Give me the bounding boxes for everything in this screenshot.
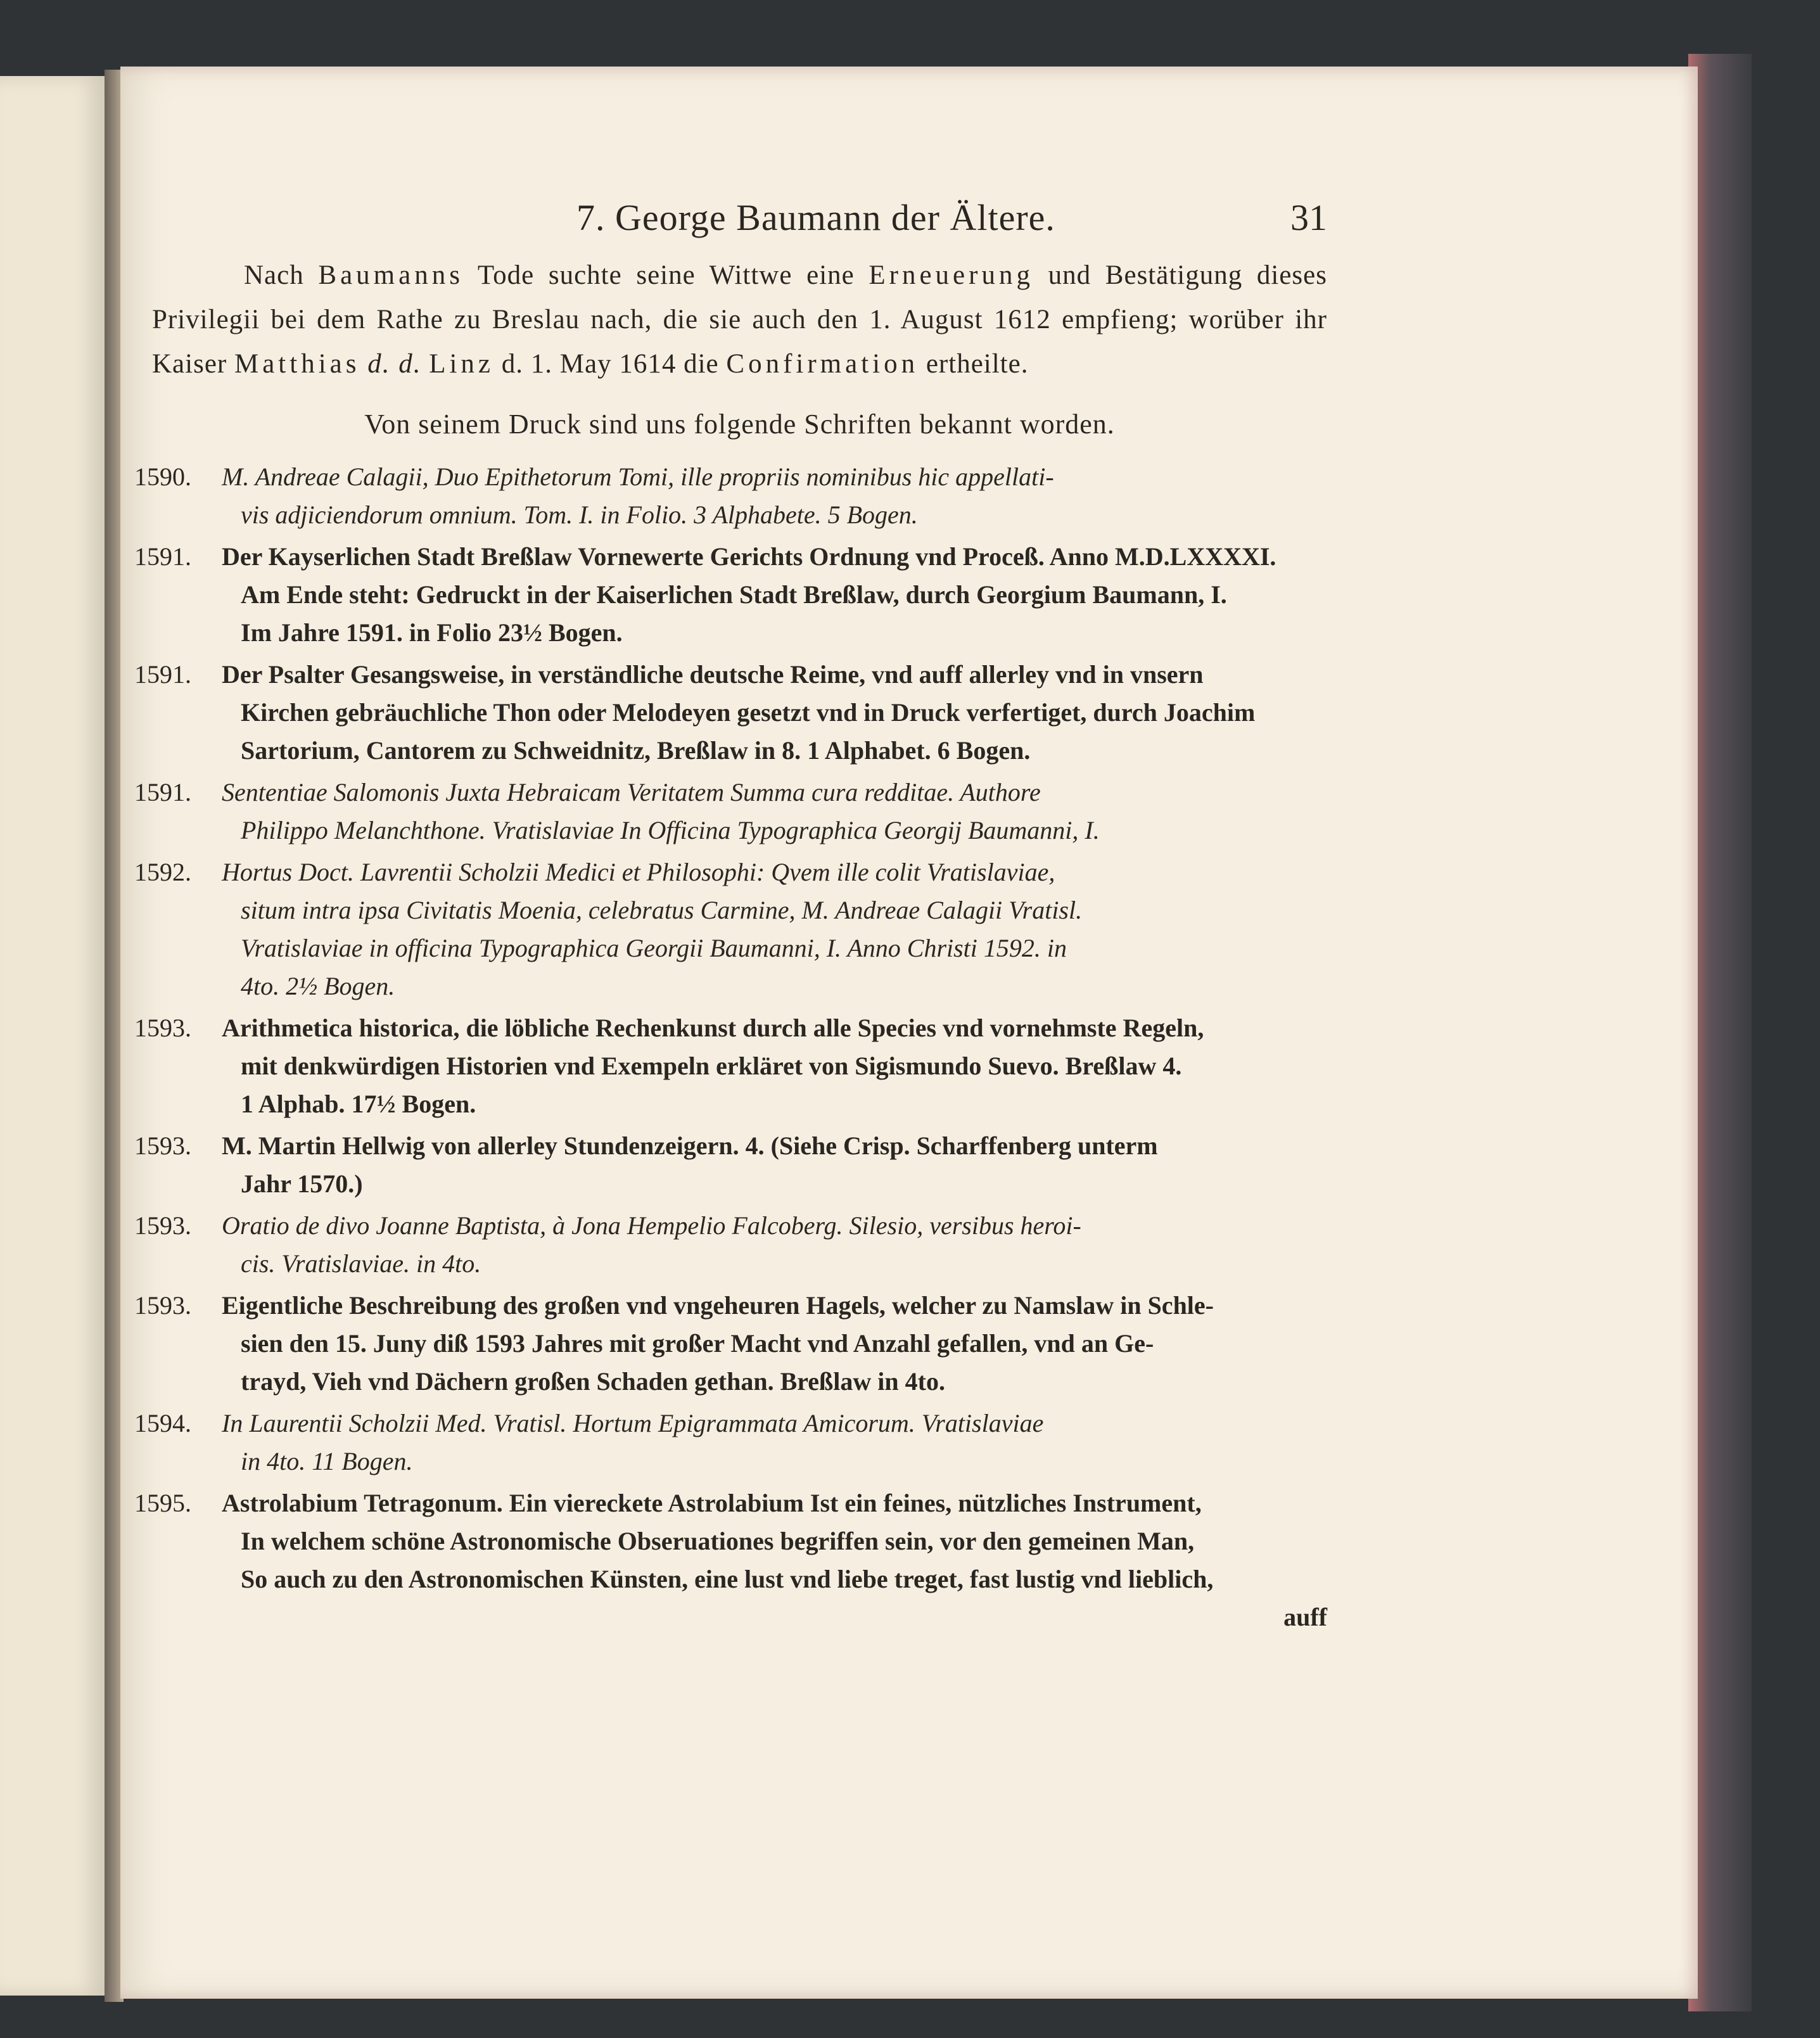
entry-year: 1593. — [134, 1131, 191, 1160]
entry-text — [222, 1207, 1327, 1283]
bibliography-entry — [134, 1009, 1327, 1123]
bibliography-entry — [134, 538, 1327, 652]
entry-line: Philippo Melanchthone. Vratislaviae In Officina Typographica Georgij Baumanni, I. — [241, 816, 1100, 844]
entry-year: 1592. — [134, 858, 191, 886]
intro-text: Nach — [244, 260, 319, 290]
entry-text — [222, 538, 1327, 652]
entry-line: M. Martin Hellwig von allerley Stundenzeigern. 4. (Siehe Crisp. Scharffenberg unterm — [222, 1131, 1158, 1160]
entry-line: Am Ende steht: Gedruckt in der Kaiserlichen Stadt Breßlaw, durch Georgium Baumann, I. — [241, 580, 1227, 609]
page-number: 31 — [1290, 197, 1327, 238]
bibliography-entry — [134, 1127, 1327, 1203]
entry-year: 1591. — [134, 778, 191, 806]
entry-line: Im Jahre 1591. in Folio 23½ Bogen. — [241, 618, 623, 647]
entry-year: 1595. — [134, 1489, 191, 1517]
entry-line: vis adjiciendorum omnium. Tom. I. in Folio. 3 Alphabete. 5 Bogen. — [241, 500, 918, 529]
entry-line: M. Andreae Calagii, Duo Epithetorum Tomi, ille propriis nominibus hic appellati- — [222, 462, 1054, 491]
entry-text — [222, 1287, 1327, 1401]
bibliography-entry — [134, 1207, 1327, 1283]
entry-line: Arithmetica historica, die löbliche Rechenkunst durch alle Species vnd vornehmste Regeln, — [222, 1014, 1204, 1042]
entry-line: Astrolabium Tetragonum. Ein viereckete Astrolabium Ist ein feines, nützliches Instrument, — [222, 1489, 1202, 1517]
intro-paragraph — [152, 253, 1327, 386]
entry-line: Der Kayserlichen Stadt Breßlaw Vornewerte Gerichts Ordnung vnd Proceß. Anno M.D.LXXXXI. — [222, 542, 1276, 571]
entry-year: 1591. — [134, 542, 191, 571]
intro-abbrev: d. d. — [367, 349, 422, 379]
intro-name: Matthias — [234, 349, 360, 379]
bibliography-entry — [134, 1287, 1327, 1401]
section-lead: Von seinem Druck sind uns folgende Schriften bekannt worden. — [364, 409, 1115, 440]
entry-line: Kirchen gebräuchliche Thon oder Melodeyen gesetzt vnd in Druck verfertiget, durch Joachim — [241, 698, 1256, 727]
entry-line: In Laurentii Scholzii Med. Vratisl. Hortum Epigrammata Amicorum. Vratislaviae — [222, 1409, 1044, 1437]
running-header — [152, 196, 1327, 253]
entry-line: Jahr 1570.) — [241, 1169, 363, 1198]
page-content — [134, 196, 1327, 1632]
entry-line: Eigentliche Beschreibung des großen vnd vngeheuren Hagels, welcher zu Namslaw in Schle- — [222, 1291, 1214, 1320]
entry-text — [222, 853, 1327, 1005]
bibliography-entry — [134, 458, 1327, 534]
bibliography-entry — [134, 774, 1327, 850]
entry-line: 4to. 2½ Bogen. — [241, 972, 395, 1000]
entry-line: in 4to. 11 Bogen. — [241, 1447, 413, 1475]
entry-line: Oratio de divo Joanne Baptista, à Jona Hempelio Falcoberg. Silesio, versibus heroi- — [222, 1211, 1081, 1240]
entry-year: 1591. — [134, 660, 191, 689]
entry-line: sien den 15. Juny diß 1593 Jahres mit großer Macht vnd Anzahl gefallen, vnd an Ge- — [241, 1329, 1154, 1358]
bibliography-entry — [134, 656, 1327, 770]
intro-text: d. 1. May 1614 die — [494, 349, 727, 379]
entry-line: situm intra ipsa Civitatis Moenia, celebratus Carmine, M. Andreae Calagii Vratisl. — [241, 896, 1083, 924]
entry-line: Der Psalter Gesangsweise, in verständliche deutsche Reime, vnd auff allerley vnd in vnsern — [222, 660, 1204, 689]
entry-text — [222, 1127, 1327, 1203]
entry-line: Vratislaviae in officina Typographica Georgii Baumanni, I. Anno Christi 1592. in — [241, 934, 1067, 962]
intro-text: ertheilte. — [919, 349, 1029, 379]
intro-text: und Bestätigung dieses Privilegii bei dem Rathe zu Breslau nach, die sie auch den 1. August 1612 empfieng; worüber ihr Kaiser — [152, 260, 1327, 379]
intro-place: Linz — [429, 349, 495, 379]
entry-line: So auch zu den Astronomischen Künsten, eine lust vnd liebe treget, fast lustig vnd lieblich, — [241, 1565, 1214, 1593]
entry-year: 1593. — [134, 1291, 191, 1320]
entry-text — [222, 1009, 1327, 1123]
intro-text: Tode suchte seine Wittwe eine — [463, 260, 869, 290]
entry-text — [222, 1484, 1327, 1598]
entry-line: Sartorium, Cantorem zu Schweidnitz, Breßlaw in 8. 1 Alphabet. 6 Bogen. — [241, 736, 1031, 765]
bibliography-entry — [134, 1404, 1327, 1481]
entry-text — [222, 774, 1327, 850]
entry-year: 1594. — [134, 1409, 191, 1437]
entry-text — [222, 458, 1327, 534]
book-cover-edge — [1688, 54, 1752, 2011]
entry-line: Sententiae Salomonis Juxta Hebraicam Veritatem Summa cura redditae. Authore — [222, 778, 1041, 806]
bibliography-entry — [134, 853, 1327, 1005]
entry-year: 1593. — [134, 1211, 191, 1240]
intro-term: Confirmation — [726, 349, 919, 379]
entry-line: 1 Alphab. 17½ Bogen. — [241, 1090, 476, 1118]
entry-line: cis. Vratislaviae. in 4to. — [241, 1249, 481, 1278]
catchword: auff — [1283, 1603, 1327, 1631]
bibliography-entry — [134, 1484, 1327, 1598]
entry-line: trayd, Vieh vnd Dächern großen Schaden gethan. Breßlaw in 4to. — [241, 1367, 945, 1396]
entry-line: In welchem schöne Astronomische Obseruationes begriffen sein, vor den gemeinen Man, — [241, 1527, 1195, 1555]
bibliography-list — [134, 458, 1327, 1598]
entry-line: mit denkwürdigen Historien vnd Exempeln erkläret von Sigismundo Suevo. Breßlaw 4. — [241, 1052, 1182, 1080]
entry-line: Hortus Doct. Lavrentii Scholzii Medici et Philosophi: Qvem ille colit Vratislaviae, — [222, 858, 1055, 886]
intro-term: Erneuerung — [869, 260, 1034, 290]
left-page-edge — [0, 76, 108, 1996]
intro-name: Baumanns — [318, 260, 464, 290]
chapter-title: 7. George Baumann der Ältere. — [576, 197, 1055, 238]
entry-year: 1593. — [134, 1014, 191, 1042]
entry-text — [222, 656, 1327, 770]
entry-year: 1590. — [134, 462, 191, 491]
entry-text — [222, 1404, 1327, 1481]
